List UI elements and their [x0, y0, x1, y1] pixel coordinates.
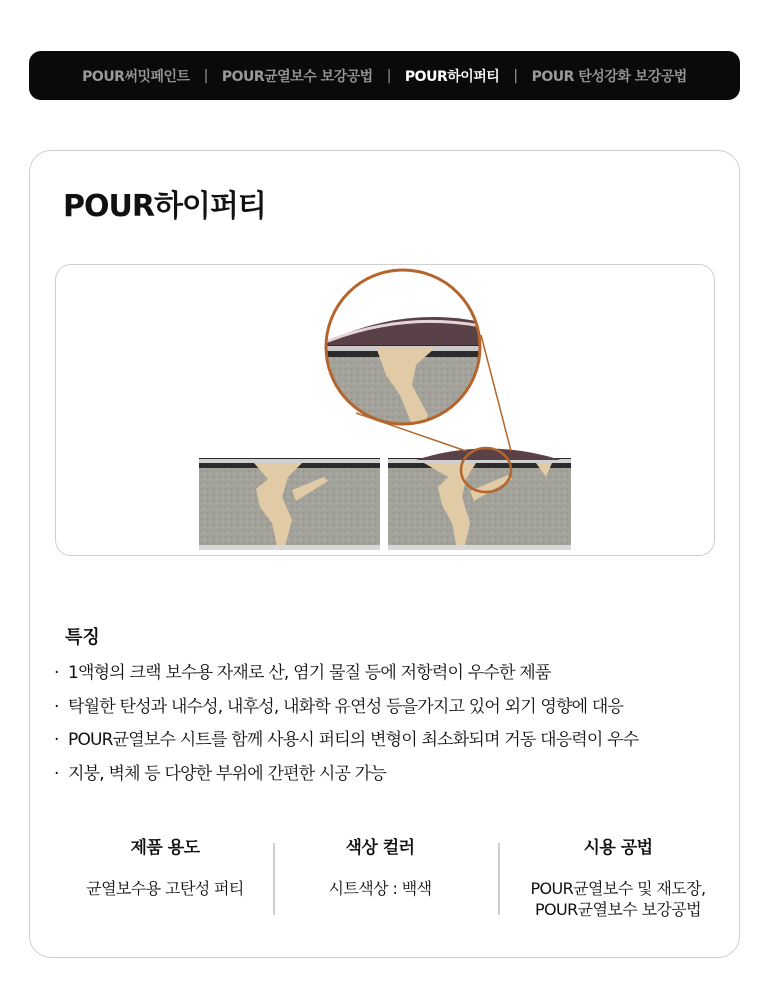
feature-text: 지붕, 벽체 등 다양한 부위에 간편한 시공 가능 [68, 763, 387, 784]
spec-label: 시용 공법 [583, 838, 653, 858]
features-heading: 특징 [65, 627, 100, 648]
nav-item-crack-repair[interactable]: POUR균열보수 보강공법 [221, 68, 373, 85]
crack-block-before [199, 458, 380, 550]
magnifier-detail [326, 270, 486, 435]
spec-value-line: 시트색상 : 백색 [328, 879, 432, 898]
features-list [54, 657, 638, 791]
spec-value-line: POUR균열보수 및 재도장, [530, 879, 706, 898]
product-card [29, 150, 740, 958]
nav-item-hi-putty[interactable]: POUR하이퍼티 [404, 68, 500, 85]
feature-text: 1액형의 크랙 보수용 자재로 산, 염기 물질 등에 저항력이 우수한 제품 [68, 663, 551, 683]
spec-value-line: 균열보수용 고탄성 퍼티 [86, 879, 244, 898]
spec-value [280, 878, 480, 899]
spec-label: 제품 용도 [130, 838, 200, 858]
product-image-frame [55, 264, 715, 556]
divider [498, 843, 500, 915]
spec-color [280, 833, 480, 899]
spec-usage [65, 833, 265, 899]
nav-separator: | [386, 67, 391, 84]
divider [273, 843, 275, 915]
bullet-icon: · [54, 763, 59, 784]
crack-repair-illustration [56, 265, 714, 555]
spec-value-line: POUR균열보수 보강공법 [534, 900, 701, 919]
bullet-icon: · [54, 696, 59, 717]
top-navigation [29, 51, 740, 100]
feature-item [54, 724, 638, 758]
nav-separator: | [203, 67, 208, 84]
spec-label: 색상 컬러 [345, 838, 415, 858]
nav-item-summit-paint[interactable]: POUR써밋페인트 [82, 68, 190, 85]
feature-item [54, 657, 638, 691]
crack-block-after [388, 448, 571, 550]
feature-item [54, 691, 638, 725]
nav-separator: | [513, 67, 518, 84]
spec-table [30, 833, 739, 929]
spec-method [506, 833, 730, 920]
spec-value [506, 878, 730, 920]
feature-text: 탁월한 탄성과 내수성, 내후성, 내화학 유연성 등을가지고 있어 외기 영향에 대응 [68, 696, 624, 717]
feature-item [54, 758, 638, 792]
bullet-icon: · [54, 730, 59, 750]
spec-value [65, 878, 265, 899]
bullet-icon: · [54, 663, 59, 683]
feature-text: POUR균열보수 시트를 함께 사용시 퍼티의 변형이 최소화되며 거동 대응력이 우수 [68, 730, 639, 750]
product-title: POUR하이퍼티 [63, 189, 266, 224]
nav-item-elastic-reinforcement[interactable]: POUR 탄성강화 보강공법 [531, 68, 687, 85]
